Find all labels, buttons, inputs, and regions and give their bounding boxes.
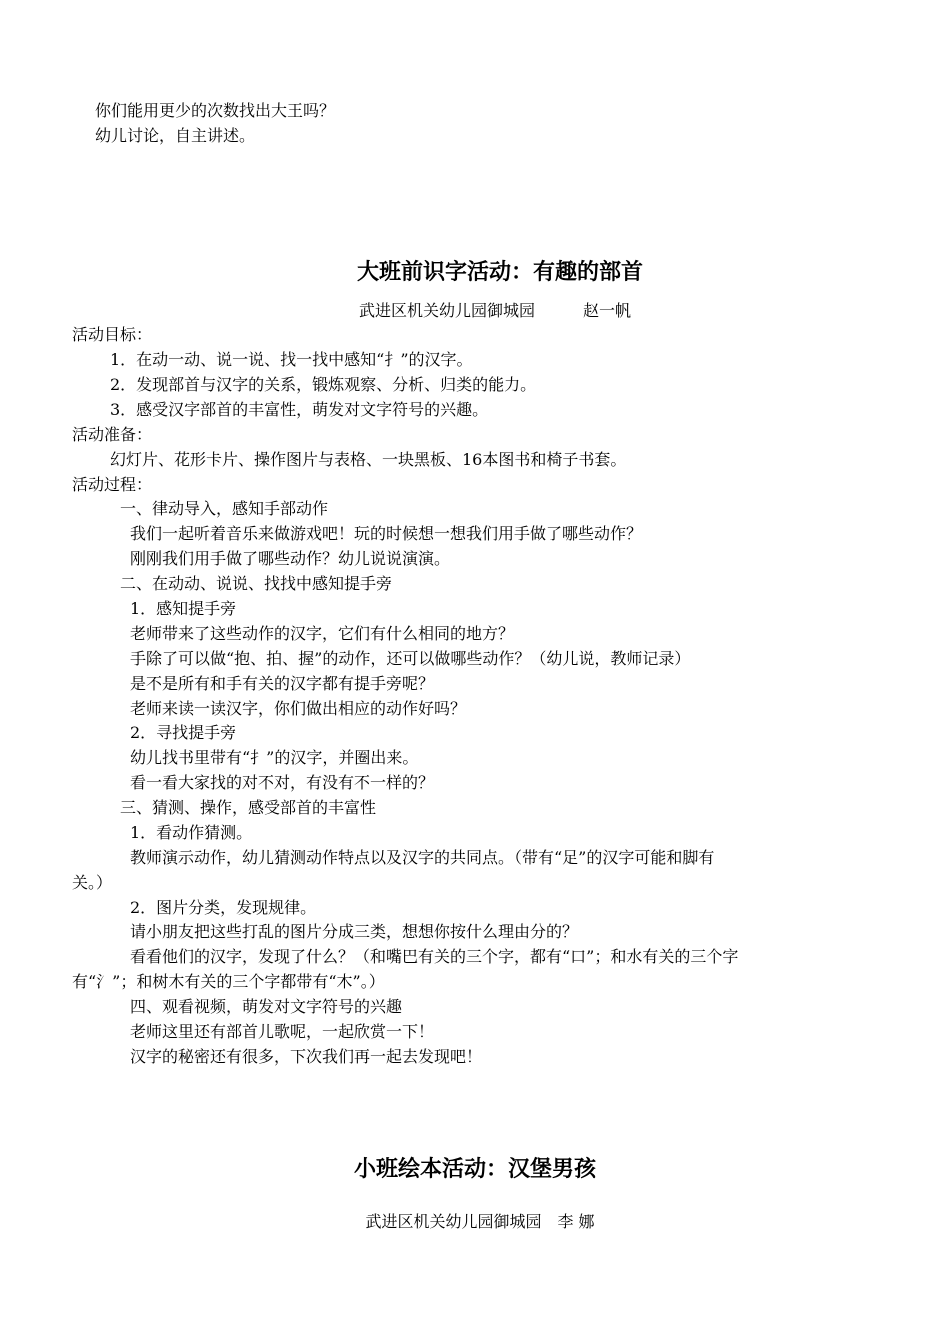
process-line: 老师来读一读汉字，你们做出相应的动作好吗？: [130, 699, 467, 718]
process-line: 汉字的秘密还有很多，下次我们再一起去发现吧！: [130, 1047, 483, 1066]
paragraph: 你们能用更少的次数找出大王吗？: [95, 101, 336, 120]
process-line: 我们一起听着音乐来做游戏吧！玩的时候想一想我们用手做了哪些动作？: [130, 524, 643, 543]
process-step-heading: 一、律动导入，感知手部动作: [120, 499, 329, 518]
byline: [0, 1212, 950, 1232]
section-title: 小班绘本活动：汉堡男孩: [353, 1157, 596, 1182]
section-title: 大班前识字活动：有趣的部首: [356, 260, 643, 285]
process-line: 请小朋友把这些打乱的图片分成三类，想想你按什么理由分的？: [130, 922, 579, 941]
school-name: 武进区机关幼儿园御城园: [365, 1212, 542, 1231]
prep-text: 幻灯片、花形卡片、操作图片与表格、一块黑板、16本图书和椅子书套。: [110, 450, 627, 469]
process-line: 看一看大家找的对不对，有没有不一样的？: [130, 773, 435, 792]
process-substep: 2．寻找提手旁: [130, 723, 237, 742]
process-line: 手除了可以做“抱、拍、握”的动作，还可以做哪些动作？（幼儿说，教师记录）: [130, 649, 691, 668]
process-line: 老师带来了这些动作的汉字，它们有什么相同的地方？: [130, 624, 515, 643]
process-line-wrap: 有“氵”；和树木有关的三个字都带有“木”。）: [72, 972, 385, 991]
school-name: 武进区机关幼儿园御城园: [358, 301, 535, 320]
paragraph: 幼儿讨论，自主讲述。: [95, 126, 256, 145]
byline: [0, 301, 950, 321]
process-step-heading: 二、在动动、说说、找找中感知提手旁: [120, 574, 393, 593]
goal-item: 2．发现部首与汉字的关系，锻炼观察、分析、归类的能力。: [110, 375, 537, 394]
author-name: 赵一帆: [583, 301, 632, 320]
author-name: 李 娜: [557, 1212, 595, 1231]
goal-item: 1．在动一动、说一说、找一找中感知“扌”的汉字。: [110, 350, 473, 369]
goal-item: 3．感受汉字部首的丰富性，萌发对文字符号的兴趣。: [110, 400, 489, 419]
process-line: 刚刚我们用手做了哪些动作？幼儿说说演演。: [130, 549, 451, 568]
process-step-heading: 三、猜测、操作，感受部首的丰富性: [120, 798, 377, 817]
process-line: 看看他们的汉字，发现了什么？（和嘴巴有关的三个字，都有“口”；和水有关的三个字: [130, 947, 739, 966]
process-substep: 1．看动作猜测。: [130, 823, 253, 842]
process-line: 是不是所有和手有关的汉字都有提手旁呢？: [130, 674, 435, 693]
process-heading: 活动过程：: [72, 475, 153, 494]
process-line: 老师这里还有部首儿歌呢，一起欣赏一下！: [130, 1022, 435, 1041]
goals-heading: 活动目标：: [72, 325, 153, 344]
process-substep: 1．感知提手旁: [130, 599, 237, 618]
process-step-heading: 四、观看视频，萌发对文字符号的兴趣: [130, 997, 403, 1016]
process-line: 幼儿找书里带有“扌”的汉字，并圈出来。: [130, 748, 419, 767]
process-substep: 2．图片分类，发现规律。: [130, 898, 317, 917]
prep-heading: 活动准备：: [72, 425, 153, 444]
process-line-wrap: 关。）: [72, 873, 113, 892]
process-line: 教师演示动作，幼儿猜测动作特点以及汉字的共同点。（带有“足”的汉字可能和脚有: [130, 848, 715, 867]
